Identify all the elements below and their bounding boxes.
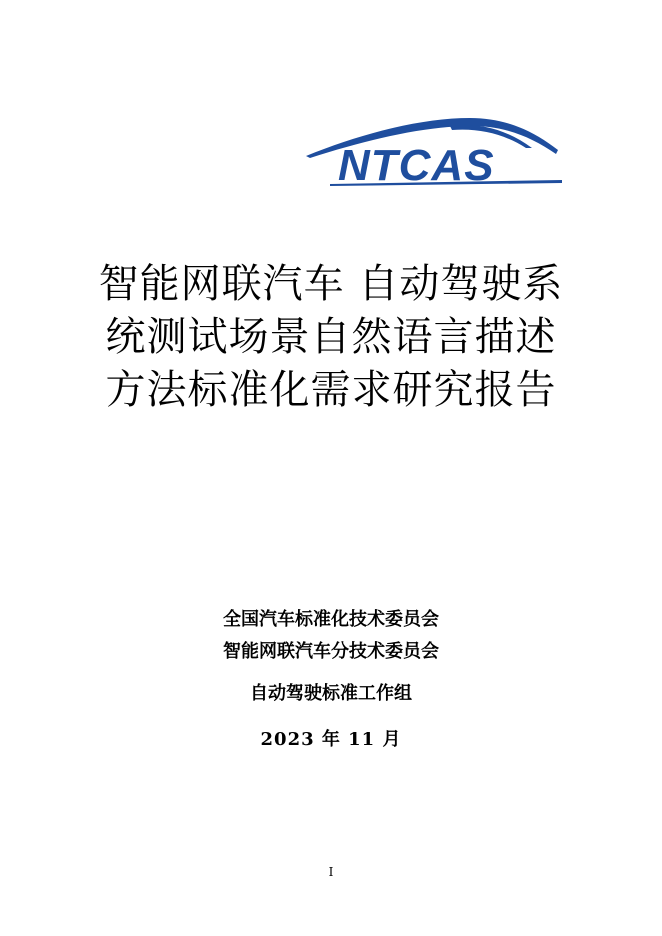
organization-committee: 全国汽车标准化技术委员会: [223, 609, 439, 630]
title-line-1: 智能网联汽车 自动驾驶系: [98, 261, 564, 307]
organization-subcommittee: 智能网联汽车分技术委员会: [223, 641, 439, 662]
title-line-3: 方法标准化需求研究报告: [105, 367, 557, 413]
page-number: I: [328, 865, 334, 879]
issuing-organizations: [0, 604, 662, 756]
organization-working-group: 自动驾驶标准工作组: [250, 683, 412, 704]
report-title: [0, 258, 662, 417]
publication-date: 2023 年 11 月: [260, 729, 402, 750]
car-silhouette-logo-icon: [300, 104, 576, 200]
title-line-2: 统测试场景自然语言描述: [105, 314, 557, 360]
logo-text: NTCAS: [338, 141, 495, 190]
ntcas-logo: [300, 104, 576, 200]
